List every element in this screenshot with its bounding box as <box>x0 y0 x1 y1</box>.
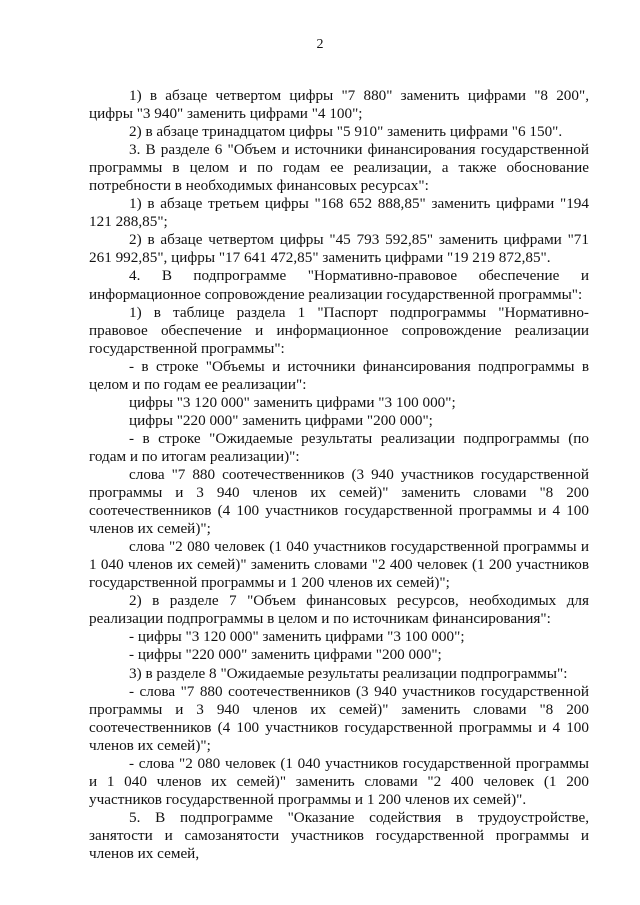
paragraph: - цифры "220 000" заменить цифрами "200 000"; <box>129 646 442 664</box>
paragraph: - слова "2 080 человек (1 040 участников государственной программы и 1 040 членов их семей)" заменить словами "2 400 человек (1 200 участников государственной программы и 1 200 членов их семей)". <box>89 754 589 808</box>
paragraph: - в строке "Ожидаемые результаты реализации подпрограммы (по годам и по итогам реализации)": <box>89 429 589 465</box>
paragraph: 2) в разделе 7 "Объем финансовых ресурсов, необходимых для реализации подпрограммы в целом и по источникам финансирования": <box>89 592 589 628</box>
paragraph: 1) в таблице раздела 1 "Паспорт подпрограммы "Нормативно-правовое обеспечение и информационное сопровождение реализации государственной программы": <box>89 303 589 357</box>
paragraph: слова "2 080 человек (1 040 участников государственной программы и 1 040 членов их семей)" заменить словами "2 400 человек (1 200 участников государственной программы и 1 200 членов их семей)"; <box>89 538 589 592</box>
paragraph: слова "7 880 соотечественников (3 940 участников государственной программы и 3 940 членов их семей)" заменить словами "8 200 соотечественников (4 100 участников государственной программы и 4 100 членов их семей)"; <box>89 465 589 538</box>
paragraph: 1) в абзаце четвертом цифры "7 880" заменить цифрами "8 200", цифры "3 940" заменить цифрами "4 100"; <box>89 87 589 123</box>
paragraph: 2) в абзаце четвертом цифры "45 793 592,85" заменить цифрами "71 261 992,85", цифры "17 641 472,85" заменить цифрами "19 219 872,85". <box>89 231 589 267</box>
paragraph: - слова "7 880 соотечественников (3 940 участников государственной программы и 3 940 членов их семей)" заменить словами "8 200 соотечественников (4 100 участников государственной программы и 4 100 членов их семей)"; <box>89 682 589 754</box>
paragraph: цифры "3 120 000" заменить цифрами "3 100 000"; <box>129 393 456 411</box>
paragraph: 2) в абзаце тринадцатом цифры "5 910" заменить цифрами "6 150". <box>129 123 563 141</box>
paragraph: - в строке "Объемы и источники финансирования подпрограммы в целом и по годам ее реализации": <box>89 357 589 393</box>
page-number: 2 <box>316 37 324 52</box>
paragraph: 3) в разделе 8 "Ожидаемые результаты реализации подпрограммы": <box>129 664 568 682</box>
paragraph: - цифры "3 120 000" заменить цифрами "3 100 000"; <box>129 628 465 646</box>
paragraph: цифры "220 000" заменить цифрами "200 000"; <box>129 411 433 429</box>
section-heading: 3. В разделе 6 "Объем и источники финансирования государственной программы в целом и по годам ее реализации, а также обоснование потребности в необходимых финансовых ресурсах": <box>89 141 589 195</box>
section-heading: 5. В подпрограмме "Оказание содействия в трудоустройстве, занятости и самозанятости участников государственной программы и членов их семей, <box>89 808 589 862</box>
document-body <box>89 87 589 863</box>
section-heading: 4. В подпрограмме "Нормативно-правовое обеспечение и информационное сопровождение реализации государственной программы": <box>89 267 589 303</box>
paragraph: 1) в абзаце третьем цифры "168 652 888,85" заменить цифрами "194 121 288,85"; <box>89 195 589 231</box>
